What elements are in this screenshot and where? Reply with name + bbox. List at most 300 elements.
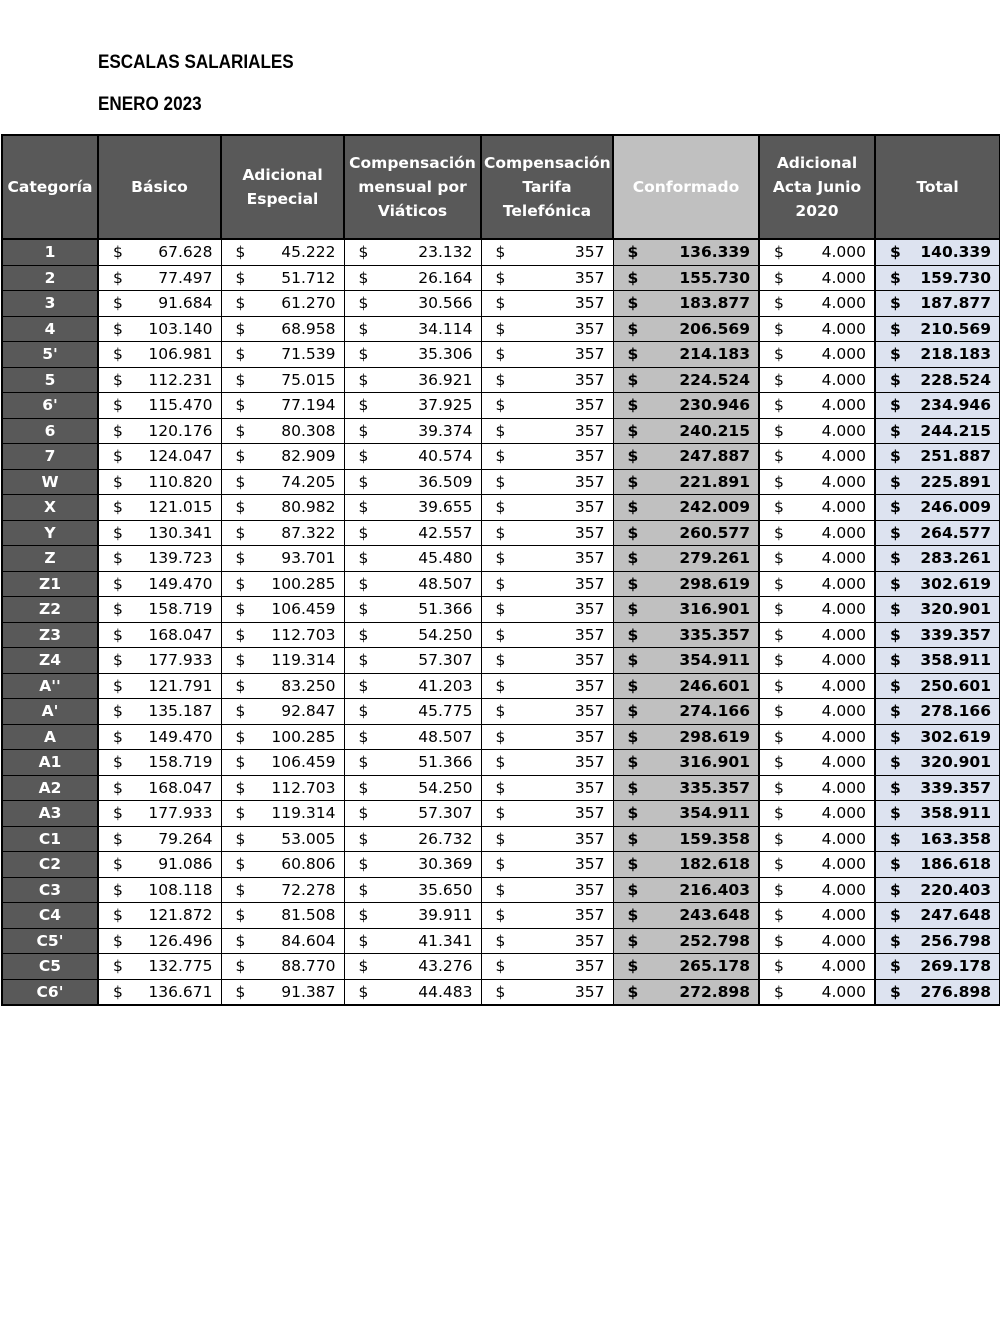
adicional-especial-cell: [221, 724, 344, 750]
telefonica-cell: [481, 239, 613, 265]
adicional-especial-cell: [221, 520, 344, 546]
amount: 177.933: [148, 804, 213, 823]
amount: 140.339: [920, 243, 991, 262]
category-cell: A'': [2, 673, 98, 699]
currency-symbol: $: [495, 243, 506, 262]
amount: 216.403: [679, 880, 750, 899]
amount: 87.322: [281, 523, 336, 542]
currency-symbol: $: [235, 600, 246, 619]
amount: 339.357: [920, 625, 991, 644]
currency-symbol: $: [774, 498, 784, 517]
currency-symbol: $: [113, 625, 123, 644]
currency-symbol: $: [495, 294, 506, 313]
table-row: [2, 367, 1000, 393]
amount: 4.000: [821, 472, 866, 491]
amount: 316.901: [679, 600, 750, 619]
amount: 357: [574, 600, 605, 619]
currency-symbol: $: [113, 396, 123, 415]
telefonica-cell: [481, 393, 613, 419]
currency-symbol: $: [113, 906, 123, 925]
currency-symbol: $: [495, 855, 506, 874]
category-cell: C4: [2, 903, 98, 929]
amount: 4.000: [821, 421, 866, 440]
adicional-acta-cell: [759, 239, 875, 265]
currency-symbol: $: [495, 880, 506, 899]
telefonica-cell: [481, 750, 613, 776]
adicional-especial-cell: [221, 291, 344, 317]
amount: 136.339: [679, 243, 750, 262]
viaticos-cell: [344, 954, 481, 980]
currency-symbol: $: [627, 396, 639, 415]
total-cell: [875, 954, 1000, 980]
amount: 316.901: [679, 753, 750, 772]
adicional-especial-cell: [221, 903, 344, 929]
amount: 36.921: [418, 370, 473, 389]
viaticos-cell: [344, 571, 481, 597]
amount: 224.524: [679, 370, 750, 389]
total-cell: [875, 239, 1000, 265]
adicional-especial-cell: [221, 469, 344, 495]
total-cell: [875, 418, 1000, 444]
currency-symbol: $: [113, 370, 123, 389]
amount: 77.194: [281, 396, 336, 415]
basico-cell: [98, 546, 221, 572]
adicional-acta-cell: [759, 954, 875, 980]
amount: 77.497: [158, 268, 213, 287]
basico-cell: [98, 393, 221, 419]
currency-symbol: $: [890, 523, 901, 542]
currency-symbol: $: [627, 982, 639, 1001]
currency-symbol: $: [890, 676, 901, 695]
category-cell: A: [2, 724, 98, 750]
adicional-especial-cell: [221, 775, 344, 801]
currency-symbol: $: [774, 625, 784, 644]
amount: 357: [574, 421, 605, 440]
amount: 357: [574, 243, 605, 262]
amount: 357: [574, 345, 605, 364]
currency-symbol: $: [890, 957, 901, 976]
total-cell: [875, 903, 1000, 929]
basico-cell: [98, 826, 221, 852]
basico-cell: [98, 495, 221, 521]
currency-symbol: $: [774, 651, 784, 670]
currency-symbol: $: [890, 319, 901, 338]
amount: 67.628: [158, 243, 213, 262]
currency-symbol: $: [774, 345, 784, 364]
currency-symbol: $: [358, 727, 369, 746]
currency-symbol: $: [358, 447, 369, 466]
currency-symbol: $: [495, 957, 506, 976]
currency-symbol: $: [627, 243, 639, 262]
amount: 4.000: [821, 753, 866, 772]
amount: 39.374: [418, 421, 473, 440]
adicional-especial-cell: [221, 495, 344, 521]
amount: 4.000: [821, 702, 866, 721]
currency-symbol: $: [890, 421, 901, 440]
adicional-acta-cell: [759, 750, 875, 776]
adicional-especial-cell: [221, 877, 344, 903]
total-cell: [875, 826, 1000, 852]
amount: 269.178: [920, 957, 991, 976]
currency-symbol: $: [235, 396, 246, 415]
category-cell: C6': [2, 979, 98, 1005]
total-cell: [875, 444, 1000, 470]
currency-symbol: $: [774, 523, 784, 542]
currency-symbol: $: [627, 753, 639, 772]
currency-symbol: $: [627, 651, 639, 670]
viaticos-cell: [344, 673, 481, 699]
currency-symbol: $: [774, 778, 784, 797]
currency-symbol: $: [495, 370, 506, 389]
viaticos-cell: [344, 852, 481, 878]
basico-cell: [98, 265, 221, 291]
basico-cell: [98, 928, 221, 954]
amount: 103.140: [148, 319, 213, 338]
amount: 158.719: [148, 600, 213, 619]
amount: 158.719: [148, 753, 213, 772]
currency-symbol: $: [235, 778, 246, 797]
telefonica-cell: [481, 367, 613, 393]
currency-symbol: $: [235, 472, 246, 491]
adicional-acta-cell: [759, 928, 875, 954]
table-row: [2, 724, 1000, 750]
category-cell: 5: [2, 367, 98, 393]
adicional-especial-cell: [221, 444, 344, 470]
amount: 93.701: [281, 549, 336, 568]
amount: 51.366: [418, 753, 473, 772]
currency-symbol: $: [358, 600, 369, 619]
category-cell: Z3: [2, 622, 98, 648]
currency-symbol: $: [890, 625, 901, 644]
currency-symbol: $: [774, 829, 784, 848]
header-compensacion-telefonica: Compensación Tarifa Telefónica: [481, 135, 613, 239]
currency-symbol: $: [235, 651, 246, 670]
currency-symbol: $: [495, 651, 506, 670]
currency-symbol: $: [627, 523, 639, 542]
currency-symbol: $: [358, 829, 369, 848]
currency-symbol: $: [358, 472, 369, 491]
amount: 34.114: [418, 319, 473, 338]
amount: 126.496: [148, 931, 213, 950]
conformado-cell: [613, 979, 759, 1005]
amount: 183.877: [679, 294, 750, 313]
category-cell: 1: [2, 239, 98, 265]
header-conformado: Conformado: [613, 135, 759, 239]
category-cell: 3: [2, 291, 98, 317]
amount: 168.047: [148, 625, 213, 644]
amount: 106.459: [271, 600, 336, 619]
currency-symbol: $: [890, 600, 901, 619]
amount: 4.000: [821, 345, 866, 364]
table-row: [2, 928, 1000, 954]
adicional-especial-cell: [221, 393, 344, 419]
amount: 110.820: [148, 472, 213, 491]
currency-symbol: $: [627, 447, 639, 466]
amount: 357: [574, 294, 605, 313]
currency-symbol: $: [774, 702, 784, 721]
amount: 40.574: [418, 447, 473, 466]
currency-symbol: $: [495, 523, 506, 542]
amount: 357: [574, 778, 605, 797]
amount: 88.770: [281, 957, 336, 976]
amount: 357: [574, 957, 605, 976]
telefonica-cell: [481, 648, 613, 674]
conformado-cell: [613, 495, 759, 521]
currency-symbol: $: [495, 268, 506, 287]
amount: 4.000: [821, 294, 866, 313]
total-cell: [875, 367, 1000, 393]
currency-symbol: $: [627, 421, 639, 440]
currency-symbol: $: [358, 625, 369, 644]
currency-symbol: $: [113, 931, 123, 950]
category-cell: 7: [2, 444, 98, 470]
amount: 357: [574, 676, 605, 695]
table-row: [2, 316, 1000, 342]
amount: 247.648: [920, 906, 991, 925]
table-row: [2, 979, 1000, 1005]
conformado-cell: [613, 520, 759, 546]
table-row: [2, 469, 1000, 495]
basico-cell: [98, 979, 221, 1005]
currency-symbol: $: [113, 778, 123, 797]
conformado-cell: [613, 291, 759, 317]
table-body: [2, 239, 1000, 1005]
amount: 74.205: [281, 472, 336, 491]
amount: 4.000: [821, 243, 866, 262]
adicional-especial-cell: [221, 622, 344, 648]
currency-symbol: $: [235, 880, 246, 899]
table-row: [2, 291, 1000, 317]
currency-symbol: $: [235, 294, 246, 313]
amount: 4.000: [821, 498, 866, 517]
amount: 4.000: [821, 906, 866, 925]
currency-symbol: $: [495, 753, 506, 772]
amount: 4.000: [821, 880, 866, 899]
amount: 61.270: [281, 294, 336, 313]
amount: 357: [574, 702, 605, 721]
category-cell: 2: [2, 265, 98, 291]
conformado-cell: [613, 801, 759, 827]
total-cell: [875, 801, 1000, 827]
total-cell: [875, 877, 1000, 903]
conformado-cell: [613, 444, 759, 470]
total-cell: [875, 648, 1000, 674]
currency-symbol: $: [113, 574, 123, 593]
category-cell: Z4: [2, 648, 98, 674]
adicional-acta-cell: [759, 775, 875, 801]
telefonica-cell: [481, 979, 613, 1005]
amount: 302.619: [920, 727, 991, 746]
adicional-acta-cell: [759, 673, 875, 699]
adicional-especial-cell: [221, 239, 344, 265]
category-cell: A3: [2, 801, 98, 827]
currency-symbol: $: [113, 294, 123, 313]
currency-symbol: $: [627, 268, 639, 287]
header-basico: Básico: [98, 135, 221, 239]
viaticos-cell: [344, 495, 481, 521]
amount: 120.176: [148, 421, 213, 440]
currency-symbol: $: [235, 243, 246, 262]
currency-symbol: $: [495, 396, 506, 415]
telefonica-cell: [481, 673, 613, 699]
telefonica-cell: [481, 316, 613, 342]
amount: 43.276: [418, 957, 473, 976]
amount: 214.183: [679, 345, 750, 364]
currency-symbol: $: [890, 447, 901, 466]
amount: 37.925: [418, 396, 473, 415]
amount: 357: [574, 574, 605, 593]
currency-symbol: $: [235, 855, 246, 874]
adicional-acta-cell: [759, 291, 875, 317]
currency-symbol: $: [235, 421, 246, 440]
adicional-especial-cell: [221, 571, 344, 597]
amount: 51.366: [418, 600, 473, 619]
currency-symbol: $: [235, 574, 246, 593]
amount: 4.000: [821, 829, 866, 848]
currency-symbol: $: [113, 957, 123, 976]
amount: 4.000: [821, 319, 866, 338]
currency-symbol: $: [627, 574, 639, 593]
amount: 4.000: [821, 982, 866, 1001]
currency-symbol: $: [358, 906, 369, 925]
total-cell: [875, 316, 1000, 342]
telefonica-cell: [481, 724, 613, 750]
category-cell: C5': [2, 928, 98, 954]
basico-cell: [98, 648, 221, 674]
amount: 4.000: [821, 676, 866, 695]
amount: 4.000: [821, 957, 866, 976]
amount: 4.000: [821, 447, 866, 466]
currency-symbol: $: [358, 676, 369, 695]
total-cell: [875, 979, 1000, 1005]
amount: 244.215: [920, 421, 991, 440]
amount: 84.604: [281, 931, 336, 950]
adicional-acta-cell: [759, 469, 875, 495]
table-row: [2, 826, 1000, 852]
currency-symbol: $: [627, 345, 639, 364]
basico-cell: [98, 418, 221, 444]
amount: 251.887: [920, 447, 991, 466]
viaticos-cell: [344, 928, 481, 954]
adicional-acta-cell: [759, 444, 875, 470]
total-cell: [875, 291, 1000, 317]
amount: 163.358: [920, 829, 991, 848]
currency-symbol: $: [235, 982, 246, 1001]
adicional-acta-cell: [759, 801, 875, 827]
currency-symbol: $: [890, 345, 901, 364]
amount: 4.000: [821, 804, 866, 823]
amount: 221.891: [679, 472, 750, 491]
amount: 57.307: [418, 804, 473, 823]
currency-symbol: $: [890, 753, 901, 772]
amount: 357: [574, 370, 605, 389]
amount: 48.507: [418, 574, 473, 593]
currency-symbol: $: [495, 804, 506, 823]
telefonica-cell: [481, 291, 613, 317]
currency-symbol: $: [890, 880, 901, 899]
currency-symbol: $: [235, 345, 246, 364]
currency-symbol: $: [113, 804, 123, 823]
total-cell: [875, 750, 1000, 776]
amount: 26.164: [418, 268, 473, 287]
adicional-acta-cell: [759, 316, 875, 342]
amount: 4.000: [821, 931, 866, 950]
header-adicional-especial: Adicional Especial: [221, 135, 344, 239]
amount: 357: [574, 498, 605, 517]
viaticos-cell: [344, 265, 481, 291]
currency-symbol: $: [235, 804, 246, 823]
currency-symbol: $: [774, 421, 784, 440]
amount: 298.619: [679, 574, 750, 593]
amount: 4.000: [821, 396, 866, 415]
conformado-cell: [613, 724, 759, 750]
currency-symbol: $: [627, 294, 639, 313]
amount: 80.982: [281, 498, 336, 517]
conformado-cell: [613, 954, 759, 980]
amount: 264.577: [920, 523, 991, 542]
currency-symbol: $: [358, 702, 369, 721]
currency-symbol: $: [113, 829, 123, 848]
amount: 354.911: [679, 804, 750, 823]
currency-symbol: $: [235, 753, 246, 772]
total-cell: [875, 673, 1000, 699]
basico-cell: [98, 520, 221, 546]
conformado-cell: [613, 367, 759, 393]
amount: 71.539: [281, 345, 336, 364]
amount: 112.231: [148, 370, 213, 389]
conformado-cell: [613, 877, 759, 903]
currency-symbol: $: [113, 880, 123, 899]
conformado-cell: [613, 622, 759, 648]
currency-symbol: $: [627, 829, 639, 848]
total-cell: [875, 342, 1000, 368]
amount: 240.215: [679, 421, 750, 440]
currency-symbol: $: [235, 829, 246, 848]
amount: 91.684: [158, 294, 213, 313]
conformado-cell: [613, 852, 759, 878]
currency-symbol: $: [627, 498, 639, 517]
telefonica-cell: [481, 826, 613, 852]
telefonica-cell: [481, 877, 613, 903]
currency-symbol: $: [358, 421, 369, 440]
total-cell: [875, 852, 1000, 878]
header-adicional-acta: Adicional Acta Junio 2020: [759, 135, 875, 239]
basico-cell: [98, 775, 221, 801]
conformado-cell: [613, 469, 759, 495]
currency-symbol: $: [235, 625, 246, 644]
amount: 106.981: [148, 345, 213, 364]
amount: 45.222: [281, 243, 336, 262]
currency-symbol: $: [495, 600, 506, 619]
amount: 243.648: [679, 906, 750, 925]
conformado-cell: [613, 597, 759, 623]
currency-symbol: $: [774, 370, 784, 389]
adicional-acta-cell: [759, 826, 875, 852]
currency-symbol: $: [774, 574, 784, 593]
currency-symbol: $: [890, 855, 901, 874]
currency-symbol: $: [774, 855, 784, 874]
currency-symbol: $: [890, 804, 901, 823]
amount: 358.911: [920, 804, 991, 823]
amount: 159.730: [920, 268, 991, 287]
currency-symbol: $: [113, 447, 123, 466]
viaticos-cell: [344, 393, 481, 419]
currency-symbol: $: [235, 370, 246, 389]
category-cell: X: [2, 495, 98, 521]
amount: 357: [574, 523, 605, 542]
conformado-cell: [613, 418, 759, 444]
adicional-acta-cell: [759, 852, 875, 878]
